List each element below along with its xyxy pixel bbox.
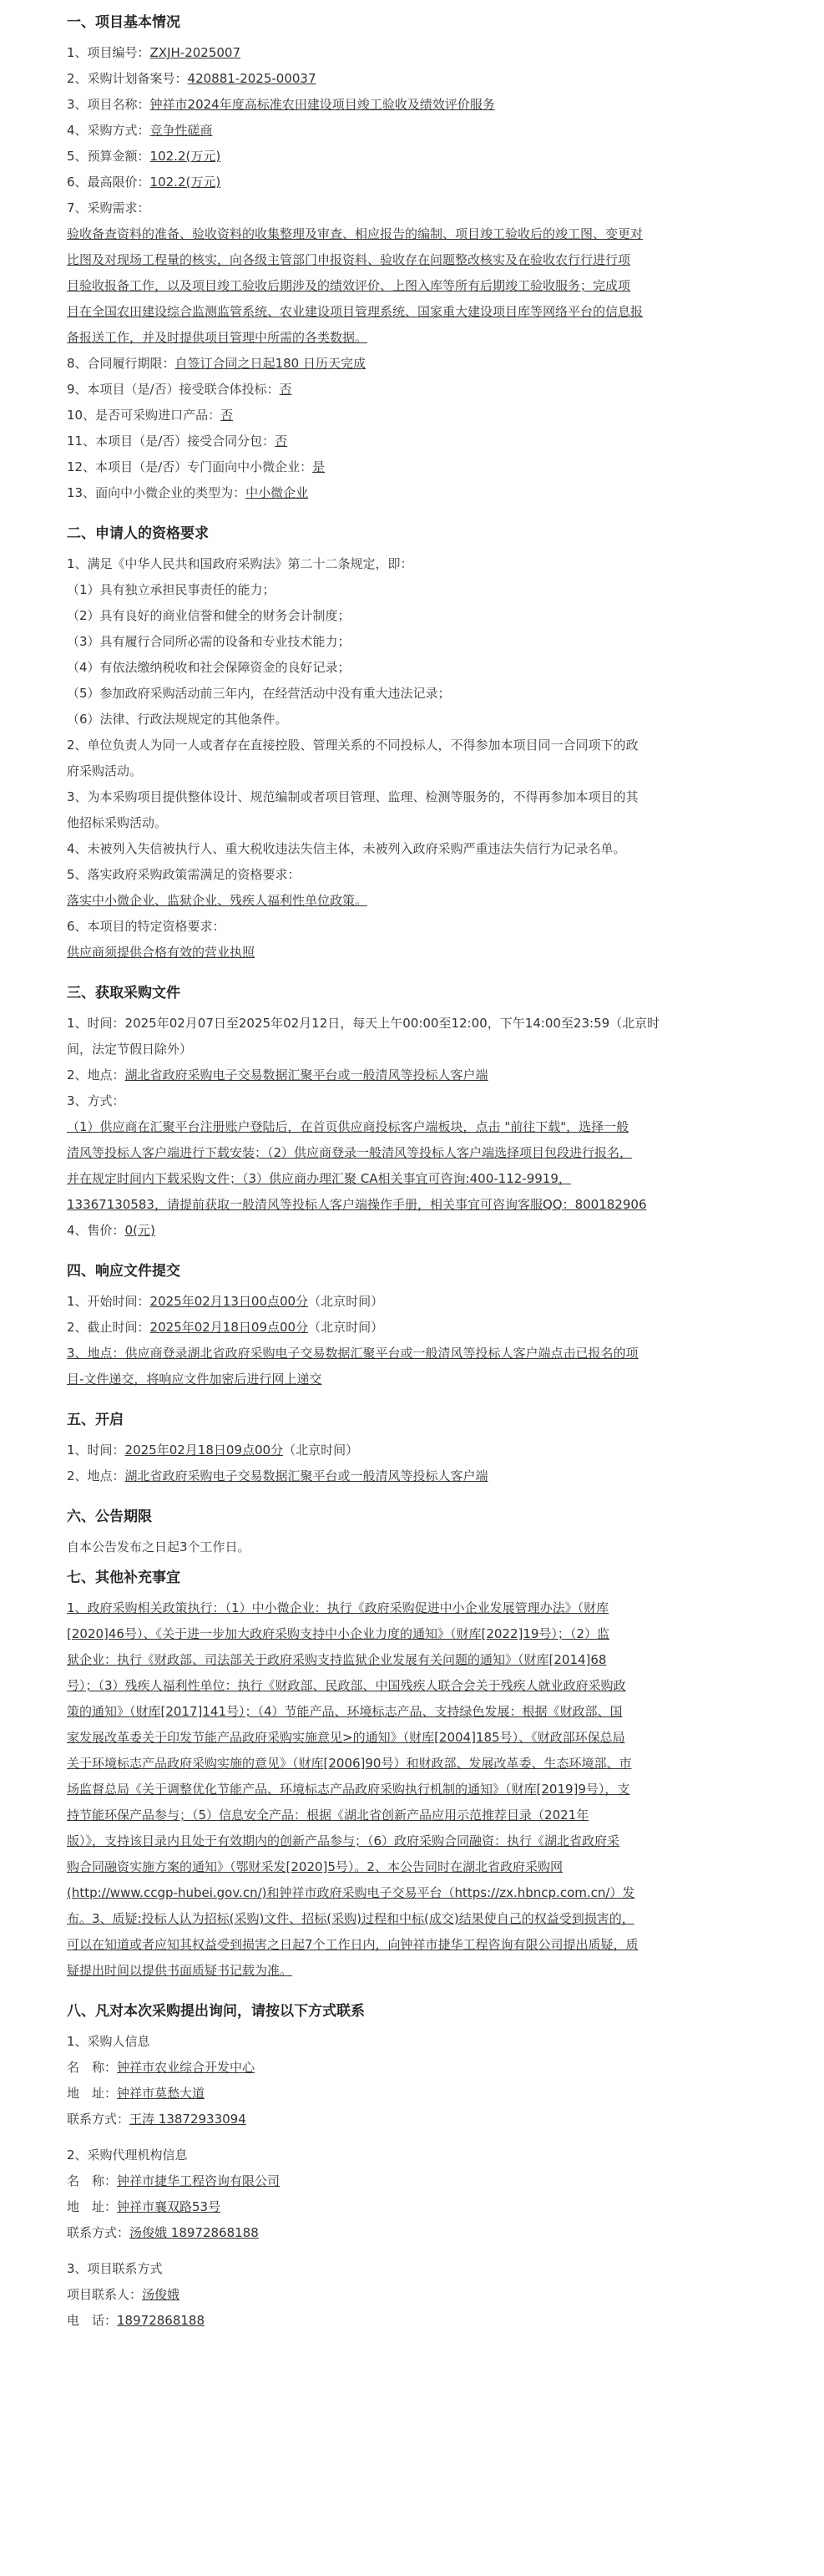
plan-record-number: 420881-2025-00037 bbox=[187, 71, 316, 86]
rule-4: 4、未被列入失信被执行人、重大税收违法失信主体，未被列入政府采购严重违法失信行为记录名单。 bbox=[67, 841, 626, 856]
consortium-line: 9、本项目（是/否）接受联合体投标：否 bbox=[67, 382, 292, 397]
submit-place-line: 3、地点：供应商登录湖北省政府采购电子交易数据汇聚平台或一般清风等投标人客户端点击已报名的项 bbox=[67, 1346, 639, 1361]
budget-line: 5、预算金额：102.2(万元) bbox=[67, 149, 221, 164]
agent-name-line: 名 称：钟祥市捷华工程咨询有限公司 bbox=[67, 2173, 281, 2188]
doc-method-line: （1）供应商在汇聚平台注册账户登陆后，在首页供应商投标客户端板块，点击 "前往下载"，选择一般 bbox=[67, 1119, 629, 1134]
price-cap-line: 6、最高限价：102.2(万元) bbox=[67, 175, 221, 190]
opening-place-line: 2、地点：湖北省政府采购电子交易数据汇聚平台或一般清风等投标人客户端 bbox=[67, 1468, 488, 1483]
qualification-intro: 1、满足《中华人民共和国政府采购法》第二十二条规定，即： bbox=[67, 556, 413, 571]
supplementary-paragraph: 1、政府采购相关政策执行：（1）中小微企业：执行《政府采购促进中小企业发展管理办法》（财库 [2020]46号）、《关于进一步加大政府采购支持中小企业力度的通知》（财库[2022]19号）；（2）监 狱企业：执行《财政部、司法部关于政府采购支持监狱企业发展有关问题的通知》（财库[2014]68 号）；（3）残疾人福利性单位：执行《财政部、民政部、中国残疾人联合会关于残疾人就业政府采购政 策的通知》（财库[2017]141号）；（4）节能产品、环境标志产品、支持绿色发展：根据《财政部、国 家发展改革委关于印发节能产品政府采购实施意见>的通知》（财库[2004]185号）、《财政部环保总局 关于环境标志产品政府采购实施的意见》（财库[2006]90号）和财政部、发展改革委、生态环境部、市 场监督总局《关于调整优化节能产品、环境标志产品政府采购执行机制的通知》（财库[2019]9号），支 持节能环保产品参与；（5）信息安全产品：根据《湖北省创新产品应用示范推荐目录（2021年 版）》，支持该目录内且处于有效期内的创新产品参与；（6）政府采购合同融资：执行《湖北省政府采 购合同融资实施方案的通知》（鄂财采发[2020]5号）。2、本公告同时在湖北省政府采购网 (http://www.ccgp-hubei.gov.cn/)和钟祥市政府采购电子交易平台（https://zx.hbncp.com.cn/）发 布。3、质疑:投标人认为招标(采购)文件、招标(采购)过程和中标(成交)结果使自己的权益受到损害的， 可以在知道或者应知其权益受到损害之日起7个工作日内，向钟祥市捷华工程咨询有限公司提出质疑，质 疑提出时间以提供书面质疑书记载为准。 bbox=[67, 1600, 639, 1978]
import-line: 10、是否可采购进口产品：否 bbox=[67, 408, 234, 423]
demand-paragraph: 验收备查资料的准备、验收资料的收集整理及审查、相应报告的编制、项目竣工验收后的竣工图、变更对 比图及对现场工程量的核实，向各级主管部门申报资料、验收存在问题整改核实及在验收农行行进行项 目验收报备工作，以及项目竣工验收后期涉及的绩效评价、上图入库等所有后期竣工验收服务；完成项 目在全国农田建设综合监测监管系统、农业建设项目管理系统、国家重大建设项目库等网络平台的信息报 备报送工作，并及时提供项目管理中所需的各类数据。 bbox=[67, 226, 644, 345]
agent-heading: 2、采购代理机构信息 bbox=[67, 2148, 188, 2163]
plan-record-number-line: 2、采购计划备案号：420881-2025-00037 bbox=[67, 71, 316, 86]
requirement-item: （2）具有良好的商业信誉和健全的财务会计制度； bbox=[67, 608, 351, 623]
procurement-method-line: 4、采购方式：竞争性磋商 bbox=[67, 123, 213, 138]
rule-3-cont: 他招标采购活动。 bbox=[67, 815, 168, 830]
requirement-item: （5）参加政府采购活动前三年内，在经营活动中没有重大违法记录； bbox=[67, 686, 451, 701]
rule-3: 3、为本采购项目提供整体设计、规范编制或者项目管理、监理、检测等服务的，不得再参加本项目的其 bbox=[67, 789, 639, 804]
requirement-item: （4）有依法缴纳税收和社会保障资金的良好记录； bbox=[67, 660, 351, 675]
doc-method-line: 并在规定时间内下载采购文件；（3）供应商办理汇聚 CA相关事宜可咨询:400-112-9919， bbox=[67, 1171, 571, 1186]
sme-only-line: 12、本项目（是/否）专门面向中小微企业：是 bbox=[67, 459, 326, 474]
buyer-heading: 1、采购人信息 bbox=[67, 2034, 150, 2049]
section-6-title: 六、公告期限 bbox=[67, 1509, 152, 1525]
requirement-item: （3）具有履行合同所必需的设备和专业技术能力； bbox=[67, 634, 351, 649]
policy-value: 落实中小微企业、监狱企业、残疾人福利性单位政策。 bbox=[67, 893, 368, 908]
buyer-contact-line: 联系方式：王涛 13872933094 bbox=[67, 2112, 246, 2127]
section-7-title: 七、其他补充事宜 bbox=[67, 1569, 180, 1586]
doc-time-line: 1、时间：2025年02月07日至2025年02月12日，每天上午00:00至12:00，下午14:00至23:59（北京时 bbox=[67, 1016, 660, 1031]
opening-time-line: 1、时间：2025年02月18日09点00分（北京时间） bbox=[67, 1443, 359, 1458]
project-name-line: 3、项目名称：钟祥市2024年度高标准农田建设项目竣工验收及绩效评价服务 bbox=[67, 97, 495, 112]
submit-start-line: 1、开始时间：2025年02月13日00点00分（北京时间） bbox=[67, 1294, 384, 1309]
project-contact-person-line: 项目联系人：汤俊娥 bbox=[67, 2287, 180, 2302]
rule-2-cont: 府采购活动。 bbox=[67, 763, 143, 778]
project-contact-phone-line: 电 话：18972868188 bbox=[67, 2313, 205, 2328]
rule-2: 2、单位负责人为同一人或者存在直接控股、管理关系的不同投标人，不得参加本项目同一合同项下的政 bbox=[67, 738, 639, 753]
doc-price-line: 4、售价：0(元) bbox=[67, 1223, 155, 1238]
sme-type-line: 13、面向中小微企业的类型为：中小微企业 bbox=[67, 485, 309, 500]
project-name: 钟祥市2024年度高标准农田建设项目竣工验收及绩效评价服务 bbox=[149, 97, 495, 112]
project-contact-heading: 3、项目联系方式 bbox=[67, 2261, 163, 2276]
agent-contact-line: 联系方式：汤俊娥 18972868188 bbox=[67, 2225, 259, 2240]
notice-period-text: 自本公告发布之日起3个工作日。 bbox=[67, 1539, 250, 1554]
project-number: ZXJH-2025007 bbox=[149, 45, 241, 60]
demand-label: 7、采购需求： bbox=[67, 200, 150, 216]
procurement-method: 竞争性磋商 bbox=[149, 123, 213, 138]
buyer-name-line: 名 称：钟祥市农业综合开发中心 bbox=[67, 2060, 255, 2075]
doc-method-label: 3、方式： bbox=[67, 1093, 125, 1108]
doc-place-line: 2、地点：湖北省政府采购电子交易数据汇聚平台或一般清风等投标人客户端 bbox=[67, 1067, 488, 1083]
special-req-value: 供应商须提供合格有效的营业执照 bbox=[67, 945, 255, 960]
subcontract-line: 11、本项目（是/否）接受合同分包：否 bbox=[67, 434, 288, 449]
doc-method-line: 清风等投标人客户端进行下载安装；（2）供应商登录一般清风等投标人客户端选择项目包段进行报名， bbox=[67, 1145, 633, 1160]
section-2-title: 二、申请人的资格要求 bbox=[67, 525, 209, 542]
buyer-address-line: 地 址：钟祥市莫愁大道 bbox=[67, 2086, 205, 2101]
section-4-title: 四、响应文件提交 bbox=[67, 1263, 180, 1280]
contract-period-line: 8、合同履行期限：自签订合同之日起180 日历天完成 bbox=[67, 356, 366, 371]
special-req-label: 6、本项目的特定资格要求： bbox=[67, 919, 225, 934]
doc-time-line-cont: 间，法定节假日除外） bbox=[67, 1042, 193, 1057]
section-8-title: 八、凡对本次采购提出询问，请按以下方式联系 bbox=[67, 2003, 365, 2020]
project-number-line: 1、项目编号：ZXJH-2025007 bbox=[67, 45, 241, 60]
submit-end-line: 2、截止时间：2025年02月18日09点00分（北京时间） bbox=[67, 1320, 384, 1335]
price-cap: 102.2(万元) bbox=[149, 175, 221, 190]
section-5-title: 五、开启 bbox=[67, 1412, 124, 1428]
doc-method-line: 13367130583，请提前获取一般清风等投标人客户端操作手册，相关事宜可咨询客服QQ：800182906 bbox=[67, 1197, 647, 1212]
budget-amount: 102.2(万元) bbox=[149, 149, 221, 164]
section-1-title: 一、项目基本情况 bbox=[67, 14, 180, 31]
submit-place-line-cont: 目-文件递交，将响应文件加密后进行网上递交 bbox=[67, 1372, 322, 1387]
section-3-title: 三、获取采购文件 bbox=[67, 985, 180, 1001]
requirement-item: （6）法律、行政法规规定的其他条件。 bbox=[67, 712, 288, 727]
agent-address-line: 地 址：钟祥市襄双路53号 bbox=[67, 2199, 221, 2214]
requirement-item: （1）具有独立承担民事责任的能力； bbox=[67, 582, 276, 597]
policy-label: 5、落实政府采购政策需满足的资格要求： bbox=[67, 867, 301, 882]
